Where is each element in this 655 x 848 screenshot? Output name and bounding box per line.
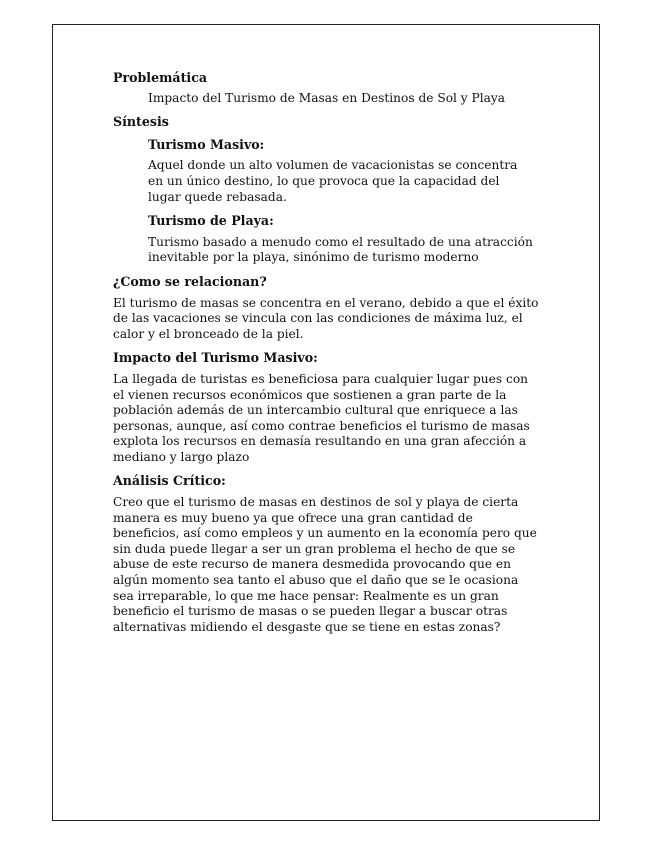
relacion-text: El turismo de masas se concentra en el verano, debido a que el éxito de las vacaciones se vincula con las condiciones de máxima luz, el calor y el bronceado de la piel. [113, 295, 539, 341]
heading-problematica: Problemática [113, 70, 208, 85]
heading-relacion: ¿Como se relacionan? [113, 273, 267, 289]
heading-impacto: Impacto del Turismo Masivo: [113, 350, 318, 366]
heading-analisis: Análisis Crítico: [113, 473, 226, 489]
turismo-playa-text: Turismo basado a menudo como el resultado de una atracción inevitable por la playa, sinónimo de turismo moderno [148, 234, 533, 265]
heading-turismo-playa: Turismo de Playa: [148, 213, 274, 229]
impacto-text: La llegada de turistas es beneficiosa para cualquier lugar pues con el vienen recursos económicos que sostienen a gran parte de la población además de un intercambio cultural que enriquece a las personas, aunque, así como contrae beneficios el turismo de masas explota los recursos en demasía resultando en una gran afección a mediano y largo plazo [113, 371, 530, 464]
analisis-text: Creo que el turismo de masas en destinos de sol y playa de cierta manera es muy bueno ya que ofrece una gran cantidad de beneficios, así como empleos y un aumento en la economía pero que sin duda puede llegar a ser un gran problema el hecho de que se abuse de este recurso de manera desmedida provocando que en algún momento sea tanto el abuso que el daño que se le ocasiona sea irreparable, lo que me hace pensar: Realmente es un gran beneficio el turismo de masas o se pueden llegar a buscar otras alternativas midiendo el desgaste que se tiene en estas zonas? [113, 495, 537, 634]
heading-sintesis: Síntesis [113, 114, 169, 130]
turismo-masivo-text: Aquel donde un alto volumen de vacacionistas se concentra en un único destino, lo que provoca que la capacidad del lugar quede rebasada. [148, 158, 518, 204]
problematica-text: Impacto del Turismo de Masas en Destinos de Sol y Playa [148, 90, 506, 105]
document-body [113, 70, 543, 635]
heading-turismo-masivo: Turismo Masivo: [148, 136, 265, 152]
